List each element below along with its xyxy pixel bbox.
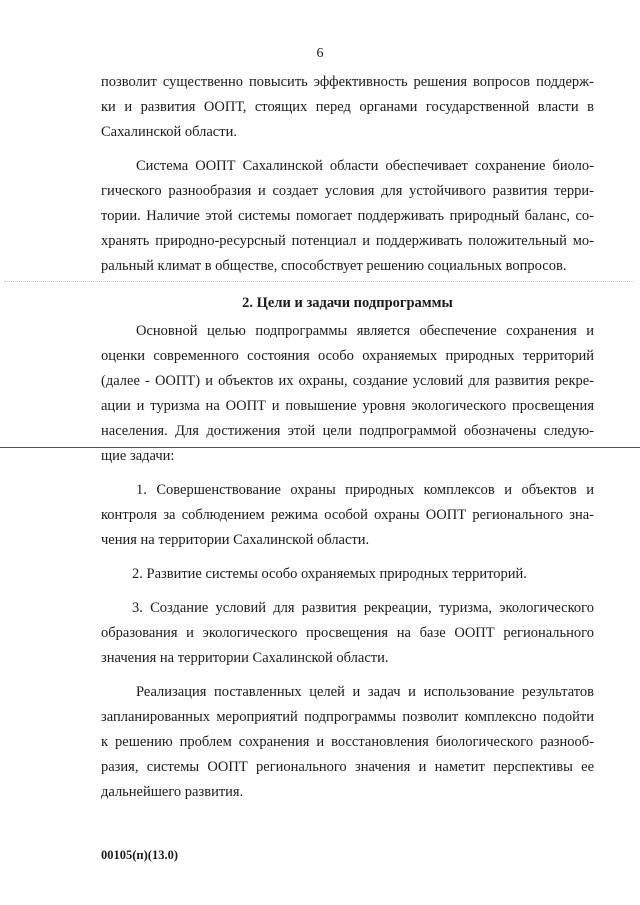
text-line: Реализация поставленных целей и задач и использование результатов — [136, 684, 594, 700]
text-line: разия, системы ООПТ регионального значения и наметит перспективы ее — [101, 759, 594, 775]
text-line: ральный климат в обществе, способствует решению социальных вопросов. — [101, 258, 567, 274]
document-code: 00105(п)(13.0) — [101, 848, 178, 862]
text-line: к решению проблем сохранения и восстановления биологического разнооб- — [101, 734, 594, 750]
text-line: значения на территории Сахалинской области. — [101, 650, 389, 666]
text-line: запланированных мероприятий подпрограммы позволит комплексно подойти — [101, 709, 594, 725]
text-line: дальнейшего развития. — [101, 784, 244, 800]
text-line: щие задачи: — [101, 448, 175, 464]
paragraph-goal — [101, 319, 594, 469]
text-line: (далее - ООПТ) и объектов их охраны, создание условий для развития рекре- — [101, 373, 594, 389]
paragraph-system — [101, 154, 594, 279]
text-line: тории. Наличие этой системы помогает поддерживать природный баланс, со- — [101, 208, 594, 224]
text-line: хранять природно-ресурсный потенциал и поддерживать положительный мо- — [101, 233, 594, 249]
text-line: контроля за соблюдением режима особой охраны ООПТ регионального зна- — [101, 507, 594, 523]
text-line: позволит существенно повысить эффективность решения вопросов поддерж- — [101, 74, 594, 90]
text-line: чения на территории Сахалинской области. — [101, 532, 370, 548]
paragraph-continued — [101, 70, 594, 145]
text-line: ации и туризма на ООПТ и повышение уровня экологического просвещения — [101, 398, 594, 414]
text-line: гического разнообразия и создает условия для устойчивого развития терри- — [101, 183, 594, 199]
document-body — [101, 70, 594, 805]
text-line: Система ООПТ Сахалинской области обеспечивает сохранение биоло- — [136, 158, 594, 174]
text-line: населения. Для достижения этой цели подпрограммой обозначены следую- — [101, 423, 594, 439]
text-line: образования и экологического просвещения на базе ООПТ регионального — [101, 625, 594, 641]
paragraph-implementation — [101, 680, 594, 805]
section-heading: 2. Цели и задачи подпрограммы — [242, 295, 453, 311]
task-item-1 — [101, 478, 594, 553]
text-line: ки и развития ООПТ, стоящих перед органами государственной власти в — [101, 99, 594, 115]
text-line: Сахалинской области. — [101, 124, 237, 140]
text-line: оценки современного состояния особо охраняемых природных территорий — [101, 348, 594, 364]
task-item-3 — [101, 596, 594, 671]
text-line: 1. Совершенствование охраны природных комплексов и объектов и — [136, 482, 594, 498]
text-line: 2. Развитие системы особо охраняемых природных территорий. — [132, 566, 527, 582]
page-number: 6 — [316, 46, 324, 61]
text-line: 3. Создание условий для развития рекреации, туризма, экологического — [132, 600, 594, 616]
task-item-2 — [101, 562, 594, 587]
text-line: Основной целью подпрограммы является обеспечение сохранения и — [136, 323, 594, 339]
